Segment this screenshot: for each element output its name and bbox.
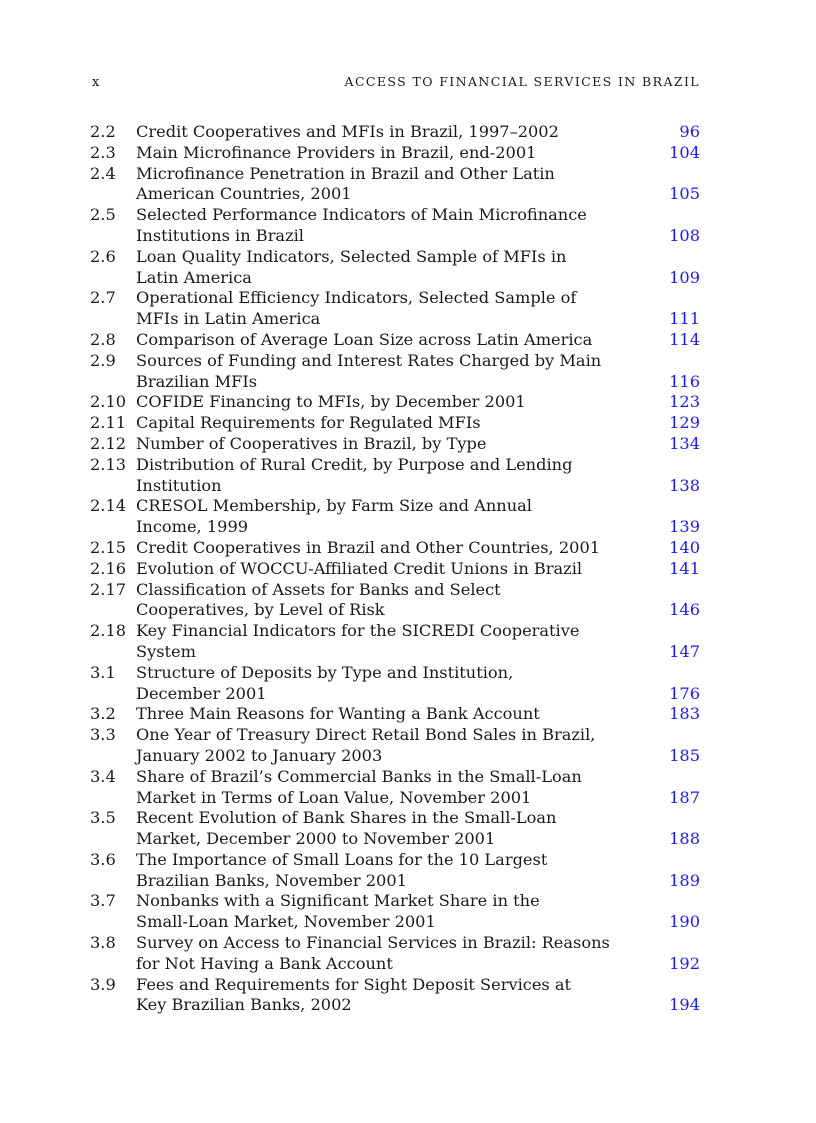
toc-entry	[90, 975, 700, 1017]
entry-number: 2.4	[90, 163, 116, 183]
entry-title-line: Main Microfinance Providers in Brazil, end-2001	[136, 142, 537, 162]
entry-title-line: December 2001	[136, 683, 267, 703]
entry-number: 2.14	[90, 496, 127, 516]
page-number-link[interactable]: 189	[669, 870, 700, 890]
entry-number: 3.2	[90, 704, 116, 724]
page-number-link[interactable]: 188	[669, 829, 700, 849]
toc-entry	[90, 434, 700, 455]
entry-title-line: The Importance of Small Loans for the 10 Largest	[136, 849, 548, 869]
entry-number: 2.5	[90, 205, 116, 225]
entry-number: 2.8	[90, 329, 116, 349]
page-number-link[interactable]: 105	[669, 184, 700, 204]
entry-number: 3.3	[90, 725, 116, 745]
toc-entry	[90, 455, 700, 497]
entry-number: 2.17	[90, 579, 127, 599]
page-number-link[interactable]: 139	[669, 517, 700, 537]
entry-number: 2.6	[90, 246, 116, 266]
page-number-link[interactable]: 129	[669, 413, 700, 433]
toc-entry	[90, 808, 700, 850]
entry-title-line: Market in Terms of Loan Value, November 2001	[136, 787, 532, 807]
toc-entry	[90, 413, 700, 434]
entry-title-line: Latin America	[136, 267, 252, 287]
toc-entry	[90, 767, 700, 809]
toc-entry	[90, 247, 700, 289]
page-number-link[interactable]: 192	[669, 953, 700, 973]
entry-title-line: Share of Brazil’s Commercial Banks in the Small-Loan	[136, 766, 582, 786]
entry-title-line: MFIs in Latin America	[136, 309, 321, 329]
entry-number: 2.15	[90, 537, 127, 557]
entry-number: 2.13	[90, 454, 127, 474]
toc-entry	[90, 891, 700, 933]
entry-number: 2.10	[90, 392, 127, 412]
entry-title-line: Brazilian Banks, November 2001	[136, 870, 407, 890]
page-number-link[interactable]: 185	[669, 745, 700, 765]
entry-number: 3.5	[90, 808, 116, 828]
entry-title-line: Credit Cooperatives in Brazil and Other Countries, 2001	[136, 537, 601, 557]
page-number-link[interactable]: 183	[669, 704, 700, 724]
page-number-link[interactable]: 146	[669, 600, 700, 620]
toc-entry	[90, 330, 700, 351]
entry-title-line: American Countries, 2001	[136, 184, 352, 204]
page-number-link[interactable]: 109	[669, 267, 700, 287]
entry-title-line: One Year of Treasury Direct Retail Bond Sales in Brazil,	[136, 725, 596, 745]
toc-entry	[90, 621, 700, 663]
entry-title-line: System	[136, 641, 196, 661]
entry-title-line: Number of Cooperatives in Brazil, by Type	[136, 433, 487, 453]
page-number-link[interactable]: 140	[669, 537, 700, 557]
entry-title-line: Loan Quality Indicators, Selected Sample of MFIs in	[136, 246, 567, 266]
entry-title-line: Selected Performance Indicators of Main Microfinance	[136, 205, 587, 225]
entry-number: 2.7	[90, 288, 116, 308]
entry-title-line: Cooperatives, by Level of Risk	[136, 600, 385, 620]
entry-title-line: Fees and Requirements for Sight Deposit Services at	[136, 974, 572, 994]
entry-number: 2.12	[90, 433, 127, 453]
entry-title-line: CRESOL Membership, by Farm Size and Annual	[136, 496, 532, 516]
entry-title-line: Recent Evolution of Bank Shares in the Small-Loan	[136, 808, 557, 828]
entry-title-line: January 2002 to January 2003	[136, 745, 383, 765]
entry-title-line: COFIDE Financing to MFIs, by December 2001	[136, 392, 526, 412]
entry-title-line: Operational Efficiency Indicators, Selected Sample of	[136, 288, 577, 308]
page-number-link[interactable]: 123	[669, 392, 700, 412]
toc-entry	[90, 164, 700, 206]
table-list	[90, 122, 700, 1016]
entry-title-line: Classification of Assets for Banks and Select	[136, 579, 501, 599]
page-number-link[interactable]: 138	[669, 475, 700, 495]
running-head	[92, 74, 700, 90]
page-folio: x	[92, 75, 100, 90]
entry-number: 3.1	[90, 662, 116, 682]
entry-title-line: Credit Cooperatives and MFIs in Brazil, 1997–2002	[136, 122, 559, 141]
entry-title-line: Key Financial Indicators for the SICREDI Cooperative	[136, 621, 580, 641]
entry-title-line: Distribution of Rural Credit, by Purpose and Lending	[136, 454, 573, 474]
toc-entry	[90, 288, 700, 330]
entry-number: 2.18	[90, 621, 127, 641]
toc-entry	[90, 580, 700, 622]
entry-number: 3.8	[90, 933, 116, 953]
toc-entry	[90, 725, 700, 767]
entry-title-line: Key Brazilian Banks, 2002	[136, 995, 352, 1015]
toc-entry	[90, 351, 700, 393]
entry-title-line: Survey on Access to Financial Services in Brazil: Reasons	[136, 933, 610, 953]
entry-title-line: Small-Loan Market, November 2001	[136, 912, 436, 932]
entry-title-line: Evolution of WOCCU-Affiliated Credit Unions in Brazil	[136, 558, 583, 578]
entry-title-line: Sources of Funding and Interest Rates Charged by Main	[136, 350, 602, 370]
entry-number: 2.2	[90, 122, 116, 141]
toc-entry	[90, 538, 700, 559]
toc-entry	[90, 933, 700, 975]
toc-entry	[90, 143, 700, 164]
page-number-link[interactable]: 176	[669, 683, 700, 703]
page-number-link[interactable]: 134	[669, 433, 700, 453]
toc-entry	[90, 205, 700, 247]
entry-title-line: for Not Having a Bank Account	[136, 953, 393, 973]
page-number-link[interactable]: 116	[669, 371, 700, 391]
entry-title-line: Brazilian MFIs	[136, 371, 258, 391]
toc-entry	[90, 559, 700, 580]
entry-title-line: Microfinance Penetration in Brazil and Other Latin	[136, 163, 555, 183]
running-title: ACCESS TO FINANCIAL SERVICES IN BRAZIL	[344, 74, 700, 89]
page-number-link[interactable]: 141	[669, 558, 700, 578]
toc-entry	[90, 496, 700, 538]
entry-number: 3.9	[90, 974, 116, 994]
toc-entry	[90, 663, 700, 705]
page-number-link[interactable]: 104	[669, 142, 700, 162]
entry-title-line: Nonbanks with a Significant Market Share in the	[136, 891, 540, 911]
entry-title-line: Institutions in Brazil	[136, 225, 304, 245]
page-number-link[interactable]: 108	[669, 225, 700, 245]
entry-title-line: Income, 1999	[136, 517, 249, 537]
page-number-link[interactable]: 147	[669, 641, 700, 661]
entry-title-line: Institution	[136, 475, 222, 495]
entry-title-line: Capital Requirements for Regulated MFIs	[136, 413, 481, 433]
entry-number: 3.6	[90, 849, 116, 869]
page-number-link[interactable]: 111	[669, 309, 700, 329]
toc-entry	[90, 850, 700, 892]
entry-number: 2.11	[90, 413, 127, 433]
entry-title-line: Three Main Reasons for Wanting a Bank Account	[136, 704, 540, 724]
toc-entry	[90, 392, 700, 413]
entry-number: 2.3	[90, 142, 116, 162]
toc-entry	[90, 704, 700, 725]
entry-number: 3.4	[90, 766, 116, 786]
entry-title-line: Comparison of Average Loan Size across Latin America	[136, 329, 593, 349]
page-number-link[interactable]: 96	[679, 122, 700, 141]
page-number-link[interactable]: 190	[669, 912, 700, 932]
page-number-link[interactable]: 114	[669, 329, 700, 349]
page-number-link[interactable]: 187	[669, 787, 700, 807]
entry-number: 3.7	[90, 891, 116, 911]
entry-number: 2.16	[90, 558, 127, 578]
entry-number: 2.9	[90, 350, 116, 370]
toc-entry	[90, 122, 700, 143]
entry-title-line: Structure of Deposits by Type and Institution,	[136, 662, 514, 682]
entry-title-line: Market, December 2000 to November 2001	[136, 829, 496, 849]
page-number-link[interactable]: 194	[669, 995, 700, 1015]
